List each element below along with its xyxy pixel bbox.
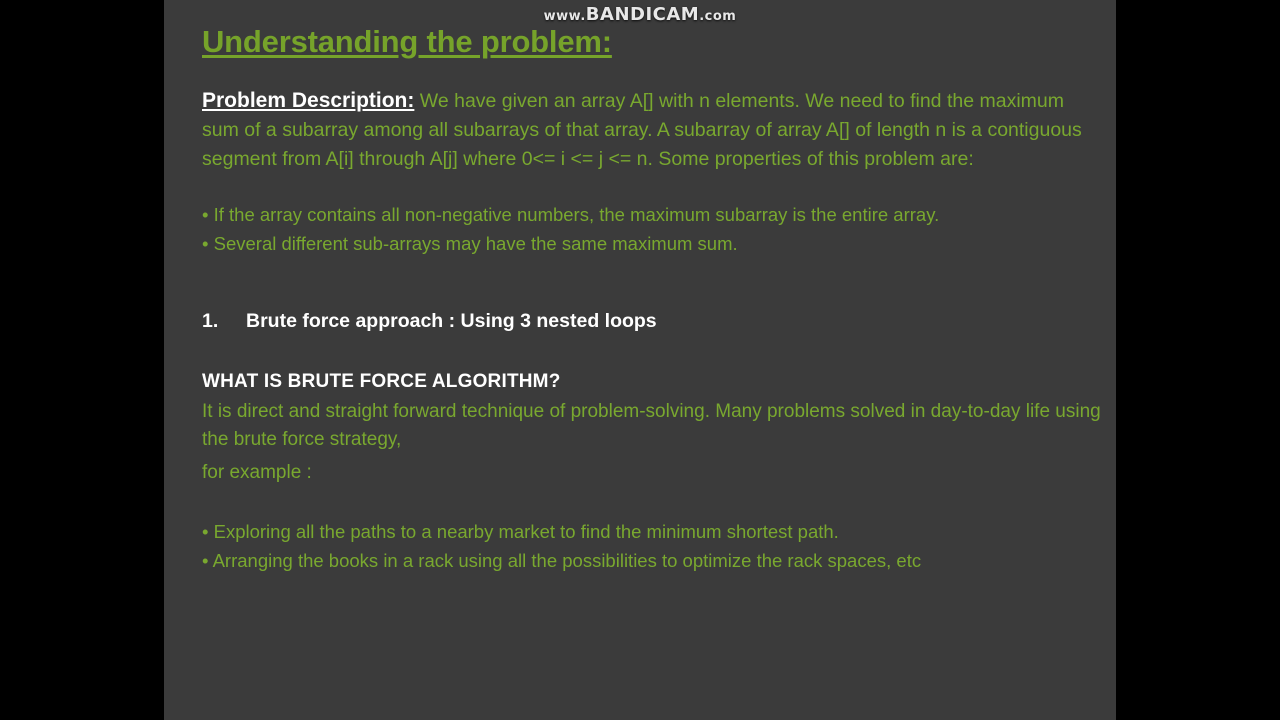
- approach-label: Brute force approach : Using 3 nested loops: [246, 310, 657, 332]
- problem-description-text: We have given an array A[] with n elements. We need to find the maximum sum of a subarray among all subarrays of that array. A subarray of array A[] of length n is a contiguous segment from A[i] through A[j] where 0<= i <= j <= n. Some properties of this problem are:: [202, 90, 1082, 170]
- list-item: • If the array contains all non-negative numbers, the maximum subarray is the entire array.: [202, 204, 940, 225]
- problem-description-paragraph: [202, 86, 1102, 174]
- slide-content: [202, 24, 1102, 575]
- approach-heading: [202, 310, 1102, 333]
- watermark-prefix: www.: [543, 9, 586, 24]
- brute-force-body-line-2: for example :: [202, 462, 312, 483]
- brute-force-heading: WHAT IS BRUTE FORCE ALGORITHM?: [202, 371, 561, 392]
- approach-number: 1.: [202, 310, 219, 332]
- page-title: Understanding the problem:: [202, 24, 612, 59]
- bandicam-watermark: [164, 4, 1116, 25]
- problem-description-block: [202, 86, 1102, 174]
- problem-description-label: Problem Description:: [202, 89, 415, 112]
- list-item: • Several different sub-arrays may have the same maximum sum.: [202, 233, 738, 254]
- brute-force-body-line-1: It is direct and straight forward technique of problem-solving. Many problems solved in day-to-day life using the brute force strategy,: [202, 401, 1101, 450]
- property-bullet-list: [202, 200, 1102, 258]
- watermark-brand: BANDICAM: [585, 4, 700, 25]
- watermark-suffix: .com: [699, 9, 737, 24]
- list-item: • Exploring all the paths to a nearby market to find the minimum shortest path.: [202, 521, 839, 542]
- slide-canvas: [164, 0, 1116, 720]
- example-bullet-list: [202, 517, 1102, 575]
- list-item: • Arranging the books in a rack using all the possibilities to optimize the rack spaces, etc: [202, 550, 922, 571]
